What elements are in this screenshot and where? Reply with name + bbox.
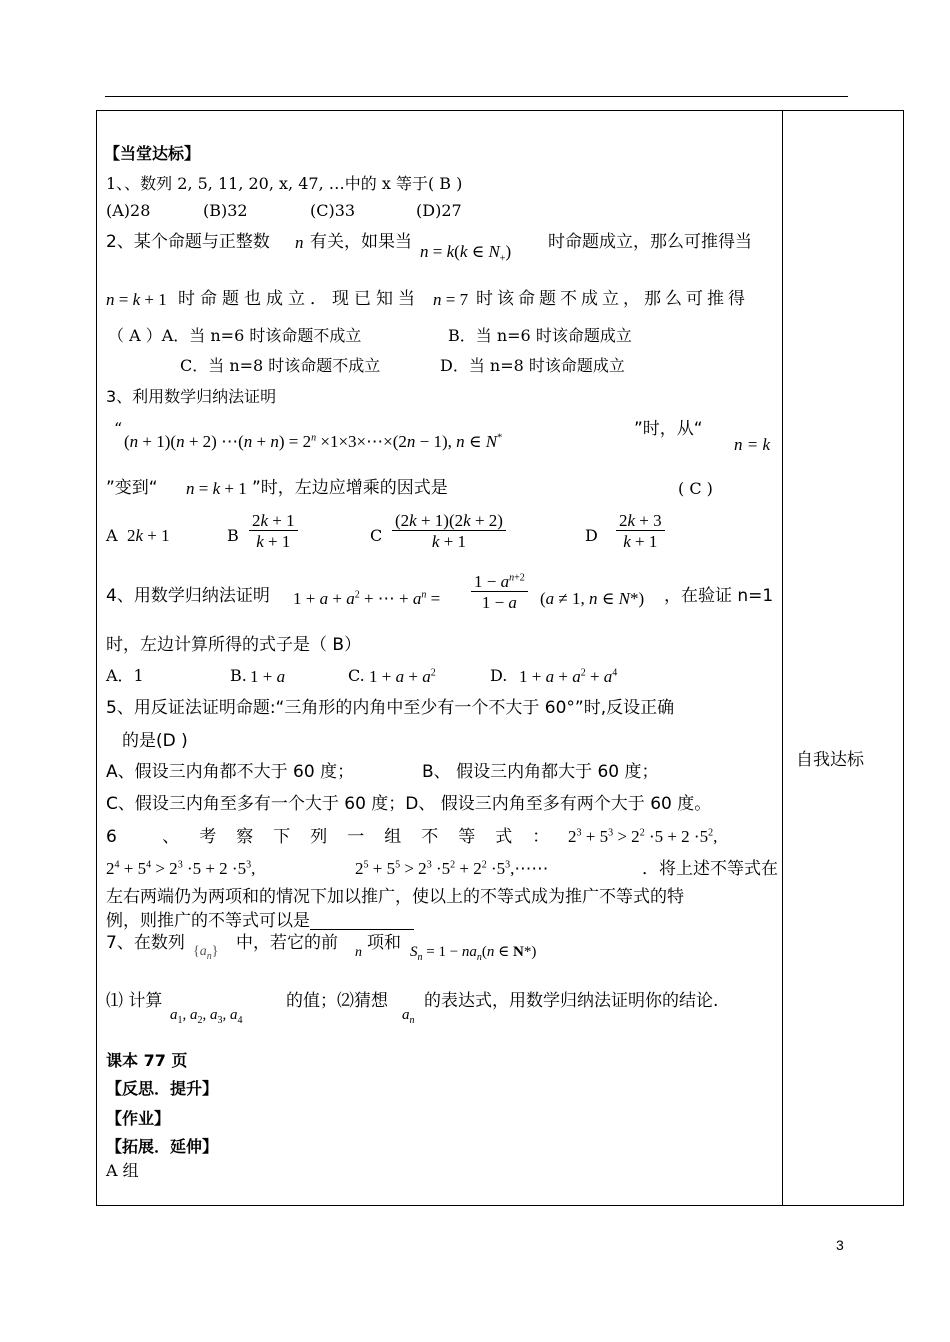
q6-inequality-3: $2^5 + 5^5 > 2^3 \cdot 5^2 + 2^2$ $\cdot 5^3,\cdots\cdots$ xyxy=(355,859,549,878)
q7-line2-b: 的值；⑵猜想 xyxy=(286,991,388,1011)
q7-sum-formula: $S_n = 1 - na_n(n$ ∈ N*) xyxy=(410,944,537,963)
group-a-label: A 组 xyxy=(106,1161,139,1180)
q2-line1-c: 时命题成立，那么可推得当 xyxy=(548,232,752,252)
q3-identity-formula: (n + 1)(n + 2) ⋯(n + $n) = 2^n$ ×1×3×⋯×(2n − 1), n ∈ N* xyxy=(124,432,503,451)
q1-stem: 1、、数列 2, 5, 11, 20, x, 47, …中的 x 等于( B ) xyxy=(106,174,463,193)
q3-open-quote: “ xyxy=(114,419,123,438)
q6-inequality-1: $2^3 + 5^3 > 2^2 \cdot 5 + 2 \cdot 5^2$, xyxy=(568,827,718,846)
q4-sum-expression: $1 + a + a^2$ + ⋯ + $a^n$ = xyxy=(293,589,441,608)
q7-general-term: $a_n$ xyxy=(402,1007,415,1026)
q2-option-c: C．当 n=8 时该命题不成立 xyxy=(180,356,381,375)
q3-line3: ”变到“ xyxy=(106,478,158,498)
q7-line2-a: ⑴ 计算 xyxy=(106,991,163,1011)
q7-line1-a: 7、在数列 xyxy=(106,933,185,953)
q3-option-d-expr: $\frac{2k + 3}{k + 1}$ xyxy=(616,512,665,550)
q1-option-a: (A)28 xyxy=(106,201,151,220)
q5-option-b: B、 假设三内角都大于 60 度； xyxy=(422,762,659,782)
q6-tail: ．将上述不等式在 xyxy=(642,859,778,879)
q3-answer: ( C ) xyxy=(678,479,713,498)
q4-option-b-label: B. xyxy=(230,666,247,685)
q7-terms: $a_1$, $a_2$, $a_3$, $a_4$ xyxy=(170,1007,243,1026)
q5-option-cd: C、假设三内角至多有一个大于 60 度；D、 假设三内角至多有两个大于 60 度。 xyxy=(106,794,712,814)
q7-sequence: $\{a_n\}$ xyxy=(193,944,219,962)
q7-line1-c: 项和 xyxy=(367,933,401,953)
q2-n-eq-k-plus-1: n = k + 1 xyxy=(106,290,167,309)
q4-fraction: $\frac{1 - a^{n+2}}{1 - a}$ xyxy=(471,573,528,611)
q4-line2: 时，左边计算所得的式子是（ B） xyxy=(106,635,362,655)
q3-n-eq-k-plus-1: n = k + 1 xyxy=(186,479,247,498)
q4-option-c-label: C. xyxy=(348,666,365,685)
textbook-reference: 课本 77 页 xyxy=(106,1051,188,1070)
q4-condition: (a ≠ 1, n ∈ N*) xyxy=(540,589,645,608)
q5-option-a: A、假设三内角都不大于 60 度； xyxy=(106,762,355,782)
q6-inequality-2: $2^4 + 5^4 > 2^3 \cdot 5 + 2 \cdot 5^3$, xyxy=(106,859,256,878)
q2-option-b: B．当 n=6 时该命题成立 xyxy=(448,326,632,345)
q2-line2-b: 时该命题不成立，那么可推得 xyxy=(476,289,749,309)
q6-lead: 6 、考察下列一组不等式： xyxy=(106,827,570,847)
q3-option-d-label: D xyxy=(585,526,598,545)
q3-option-a-expr: 2k + 1 xyxy=(127,526,170,545)
q2-n-eq-7: n = 7 xyxy=(433,290,469,309)
q4-option-a: A．1 xyxy=(106,666,144,685)
reflect-heading: 【反思．提升】 xyxy=(106,1079,219,1098)
q7-line1-b: 中，若它的前 xyxy=(236,933,338,953)
homework-heading: 【作业】 xyxy=(106,1109,171,1128)
q6-line4: 例，则推广的不等式可以是 xyxy=(106,913,414,930)
q3-line1: 3、利用数学归纳法证明 xyxy=(106,387,277,406)
q7-variable-n: n xyxy=(355,945,362,960)
q3-option-b-expr: $\frac{2k + 1}{k + 1}$ xyxy=(249,512,298,550)
q2-option-a: （ A ）A．当 n=6 时该命题不成立 xyxy=(108,326,362,345)
q2-option-d: D．当 n=8 时该命题成立 xyxy=(440,356,625,375)
extend-heading: 【拓展．延伸】 xyxy=(106,1137,219,1156)
q4-stem-b: ，在验证 n=1 xyxy=(664,586,774,606)
q3-line3-b: ”时，左边应增乘的因式是 xyxy=(252,478,448,498)
q4-option-b-expr: 1 + a xyxy=(250,667,286,686)
q2-line1-b: 有关，如果当 xyxy=(310,232,412,252)
q3-n-eq-k: n = k xyxy=(734,435,771,454)
q2-variable-n: n xyxy=(295,233,304,252)
q5-line2: 的是(D ) xyxy=(122,731,188,751)
side-column-label: 自我达标 xyxy=(796,750,864,770)
section-title: 【当堂达标】 xyxy=(104,144,201,163)
q3-option-b-label: B xyxy=(227,526,239,545)
q3-line2-end: ”时，从“ xyxy=(634,419,703,439)
q1-option-c: (C)33 xyxy=(310,201,356,220)
q2-line1-a: 2、某个命题与正整数 xyxy=(106,232,270,252)
q3-option-c-label: C xyxy=(370,526,383,545)
q2-line2-a: 时命题也成立．现已知当 xyxy=(178,289,420,309)
q1-option-b: (B)32 xyxy=(203,201,248,220)
q3-option-c-expr: $\frac{(2k + 1)(2k + 2)}{k + 1}$ xyxy=(392,512,506,550)
q4-stem-a: 4、用数学归纳法证明 xyxy=(106,586,270,606)
q5-line1: 5、用反证法证明命题:“三角形的内角中至少有一个不大于 60°”时,反设正确 xyxy=(106,698,675,718)
column-divider xyxy=(782,110,783,1206)
q6-answer-blank xyxy=(310,915,414,930)
q2-condition-formula: n = k(k ∈ $N_+$) xyxy=(420,242,512,265)
header-rule xyxy=(105,96,848,97)
page-number: 3 xyxy=(836,1237,844,1253)
q4-option-d-expr: $1 + a + a^2 + a^4$ xyxy=(519,667,618,686)
q3-option-a-label: A xyxy=(106,526,118,545)
q1-option-d: (D)27 xyxy=(416,201,462,220)
q4-option-d-label: D. xyxy=(490,666,508,685)
q7-line2-c: 的表达式，用数学归纳法证明你的结论. xyxy=(424,991,719,1011)
q6-line3: 左右两端仍为两项和的情况下加以推广，使以上的不等式成为推广不等式的特 xyxy=(106,887,684,907)
q4-option-c-expr: $1 + a + a^2$ xyxy=(369,667,436,686)
